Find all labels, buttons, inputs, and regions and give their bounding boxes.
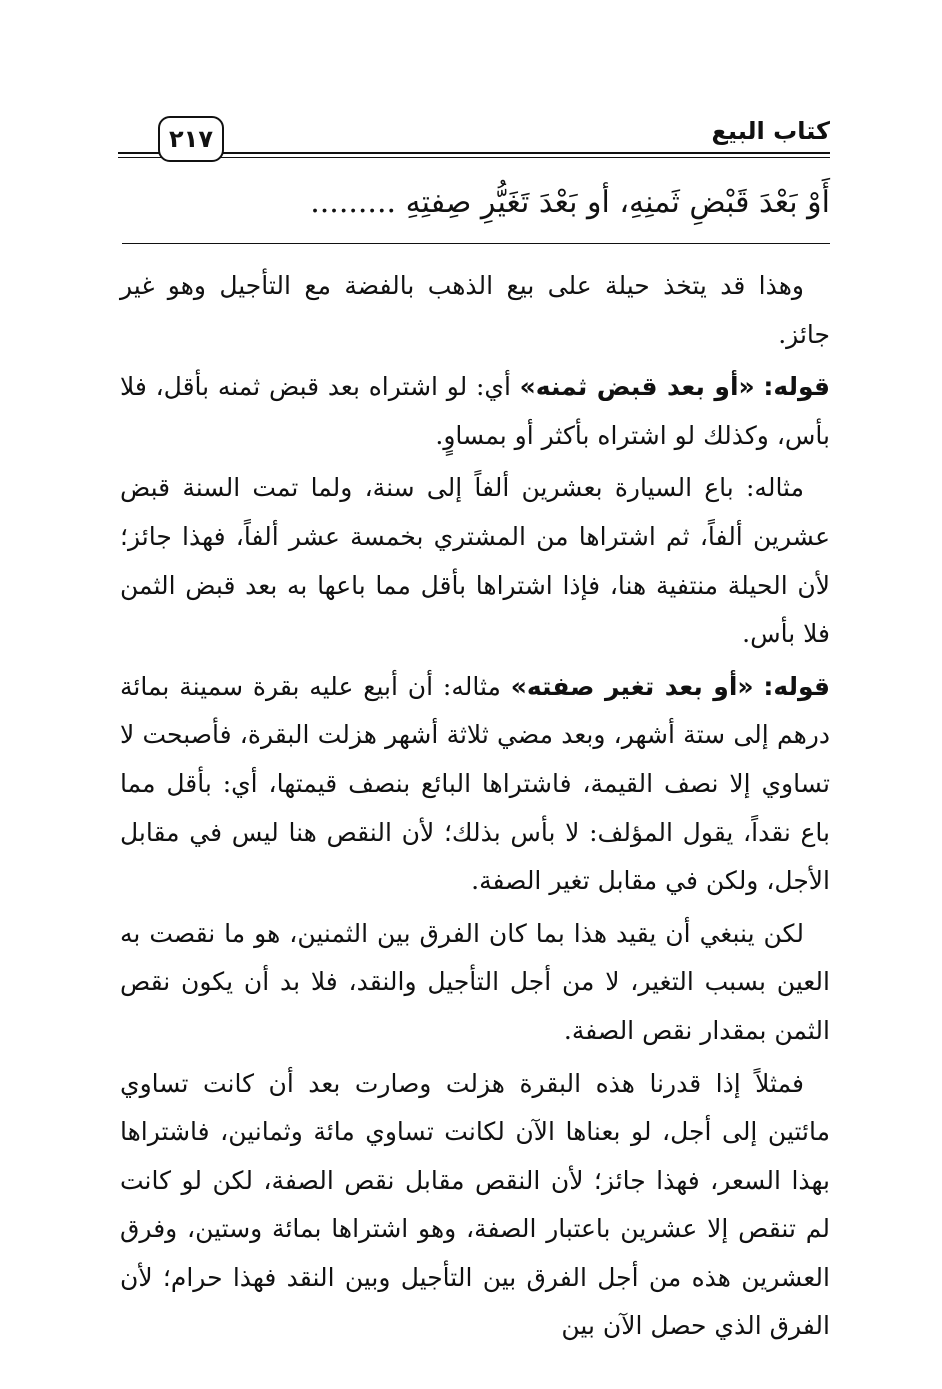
running-header: [118, 112, 830, 168]
paragraph-text: لكن ينبغي أن يقيد هذا بما كان الفرق بين الثمنين، هو ما نقصت به العين بسبب التغير، لا من أجل التأجيل والنقد، فلا بد أن يكون نقص الثمن بمقدار نقص الصفة.: [120, 918, 830, 1045]
paragraph: [120, 663, 830, 906]
paragraph-text: فمثلاً إذا قدرنا هذه البقرة هزلت وصارت بعد أن كانت تساوي مائتين إلى أجل، لو بعناها الآن لكانت تساوي مائة وثمانين، فاشتراها بهذا السعر، فهذا جائز؛ لأن النقص مقابل نقص الصفة، لكن لو كانت لم تنقص إلا عشرين باعتبار الصفة، وهو اشتراها بمائة وستين، وفرق العشرين هذه من أجل الفرق بين التأجيل وبين النقد فهذا حرام؛ لأن الفرق الذي حصل الآن بين: [120, 1068, 830, 1341]
paragraph: [120, 262, 830, 359]
paragraph-text: مثاله: أن أبيع عليه بقرة سمينة بمائة درهم إلى ستة أشهر، وبعد مضي ثلاثة أشهر هزلت البقرة، فأصبحت لا تساوي إلا نصف القيمة، فاشتراها البائع بنصف قيمتها، أي: بأقل مما باع نقداً، يقول المؤلف: لا بأس بذلك؛ لأن النقص هنا ليس في مقابل الأجل، ولكن في مقابل تغير الصفة.: [120, 671, 830, 896]
matn-separator: [122, 243, 830, 244]
quoted-matn: «أو بعد تغير صفته»: [510, 671, 754, 701]
commentary-body: [120, 262, 830, 1355]
paragraph-text: أي: لو اشتراه بعد قبض ثمنه بأقل، فلا بأس، وكذلك لو اشتراه بأكثر أو بمساوٍ.: [120, 372, 830, 450]
paragraph: [120, 363, 830, 460]
quoted-matn: «أو بعد قبض ثمنه»: [519, 372, 755, 402]
header-rule-thick: [118, 152, 830, 154]
book-title: كتاب البيع: [711, 117, 830, 145]
qawluhu-label: قوله:: [763, 671, 830, 701]
qawluhu-label: قوله:: [763, 372, 831, 402]
paragraph-text: وهذا قد يتخذ حيلة على بيع الذهب بالفضة مع التأجيل وهو غير جائز.: [120, 271, 830, 349]
paragraph: [120, 464, 830, 658]
header-rule-thin: [118, 157, 830, 158]
paragraph-text: مثاله: باع السيارة بعشرين ألفاً إلى سنة، ولما تمت السنة قبض عشرين ألفاً، ثم اشتراها من المشتري بخمسة عشر ألفاً، فهذا جائز؛ لأن الحيلة منتفية هنا، فإذا اشتراها بأقل مما باعها به بعد قبض الثمن فلا بأس.: [120, 473, 830, 649]
matn-line: أَوْ بَعْدَ قَبْضِ ثَمنِهِ، أو بَعْدَ تَغَيُّرِ صِفتِهِ .........: [310, 185, 830, 220]
paragraph: [120, 1060, 830, 1352]
page-number: ٢١٧: [158, 116, 224, 162]
paragraph: [120, 910, 830, 1056]
